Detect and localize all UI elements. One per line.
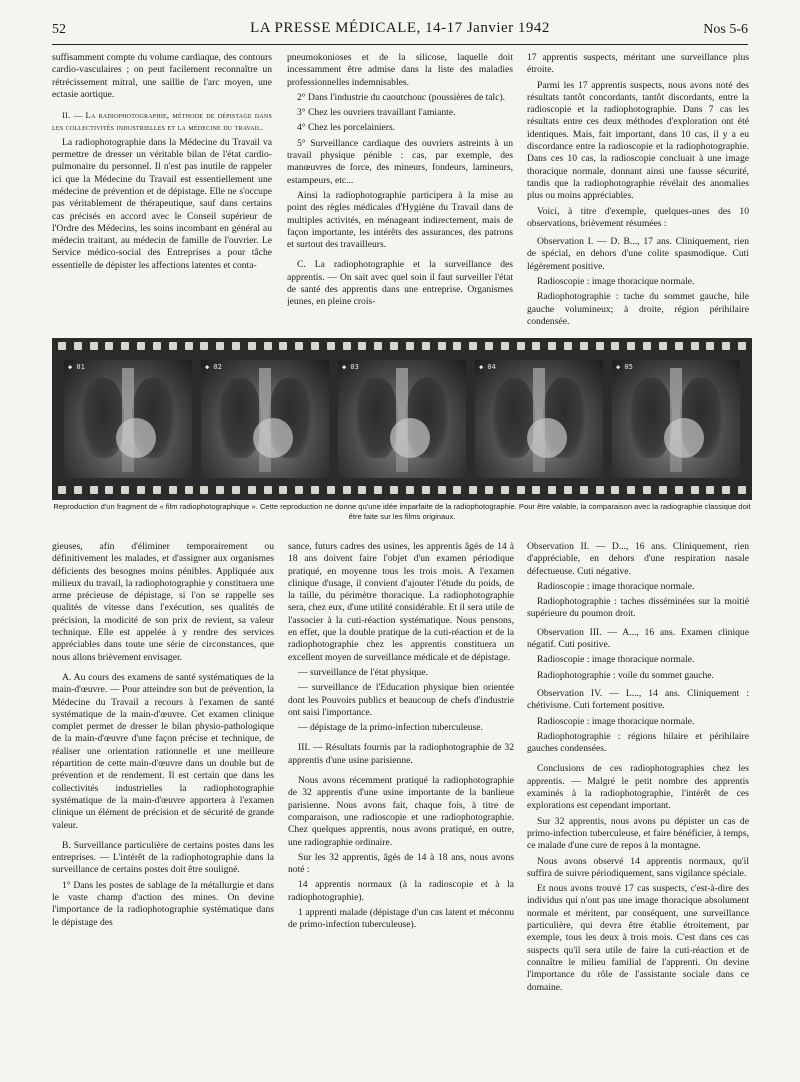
film-perforation	[422, 486, 430, 494]
film-perforation	[311, 486, 319, 494]
film-perforation	[200, 486, 208, 494]
observation: Observation III. — A..., 16 ans. Examen clinique négatif. Cuti positive.	[527, 626, 749, 651]
film-perforation	[374, 342, 382, 350]
list-item: 1 apprenti malade (dépistage d'un cas latent et méconnu de primo-infection tuberculeuse).	[288, 907, 514, 931]
film-perforation	[232, 342, 240, 350]
film-perforation	[343, 342, 351, 350]
film-perforation	[627, 486, 635, 494]
observation: Observation I. — D. B..., 17 ans. Cliniquement, rien de spécial, en dehors d'une colite spasmodique. Cuti légèrement positive.	[527, 236, 749, 272]
film-perforation	[295, 342, 303, 350]
film-perforation	[580, 342, 588, 350]
film-perforation	[738, 342, 746, 350]
film-perforation	[74, 486, 82, 494]
list-item: 3° Chez les ouvriers travaillant l'amiante.	[297, 107, 456, 119]
film-perforation	[358, 486, 366, 494]
film-perforation	[643, 486, 651, 494]
film-perforation	[121, 486, 129, 494]
film-perforation	[564, 342, 572, 350]
issue-number: Nos 5-6	[703, 22, 748, 37]
film-perforation	[548, 486, 556, 494]
film-perforation	[264, 342, 272, 350]
film-frames	[64, 360, 740, 478]
film-perforation	[675, 342, 683, 350]
paragraph: Nous avons récemment pratiqué la radiophotographie de 32 apprentis d'une usine importante de la banlieue parisienne. Nous avons fait, chaque fois, à titre de comparaison, une radioscopie et une radiophotographie. Chez quelques apprentis, nous avons pratiqué, en outre, une radiographie ordinaire.	[288, 775, 514, 848]
paragraph: Ainsi la radiophotographie participera à la mise au point des règles médicales d'Hygiène du Travail dans de multiples activités, en ménageant indirectement, mais de façon importante, les intérêts des assurances, des patrons et surtout des travailleurs.	[287, 189, 513, 251]
observation-line: Radioscopie : image thoracique normale.	[537, 580, 695, 592]
list-item: 2° Dans l'industrie du caoutchouc (poussières de talc).	[297, 91, 506, 103]
film-perforation	[659, 486, 667, 494]
film-perforation	[643, 342, 651, 350]
section-heading: II. — La radiophotographie, méthode de dépistage dans les collectivités industrielles et la médecine du travail.	[52, 110, 272, 133]
frame-tag: ◆ 05	[616, 363, 633, 371]
film-perforation	[153, 342, 161, 350]
film-perforation	[390, 486, 398, 494]
film-perforation	[390, 342, 398, 350]
film-perforations-bottom	[58, 486, 746, 496]
film-perforation	[153, 486, 161, 494]
film-perforation	[738, 486, 746, 494]
frame-tag: ◆ 03	[342, 363, 359, 371]
film-perforation	[406, 342, 414, 350]
film-perforation	[105, 486, 113, 494]
film-perforation	[517, 486, 525, 494]
film-perforation	[90, 486, 98, 494]
film-perforations-top	[58, 342, 746, 352]
film-perforation	[438, 486, 446, 494]
paragraph: 1° Dans les postes de sablage de la métallurgie et dans le vaste champ d'action des mines. On devine l'importance de la radiophotographie systématique dans le dépistage des	[52, 879, 274, 928]
paragraph: 17 apprentis suspects, méritant une surveillance plus étroite.	[527, 52, 749, 76]
film-perforation	[517, 342, 525, 350]
paragraph: suffisamment compte du volume cardiaque, des contours cardio-vasculaires ; on peut facilement reconnaître un rétrécissement mitral, une saillie de l'arc moyen, une ectasie aortique.	[52, 52, 272, 100]
section-heading: B. Surveillance particulière de certains postes dans les entreprises. — L'intérêt de la radiophotographie dans la surveillance de certains postes doit être souligné.	[52, 839, 274, 876]
paragraph: Nous avons observé 14 apprentis normaux, qu'il suffira de suivre périodiquement, sans vigilance spéciale.	[527, 855, 749, 879]
film-perforation	[691, 342, 699, 350]
film-perforation	[327, 342, 335, 350]
film-perforation	[469, 486, 477, 494]
section-heading: III. — Résultats fournis par la radiophotographie de 32 apprentis d'une usine parisienne.	[288, 742, 514, 766]
page-number: 52	[52, 22, 66, 37]
paragraph: Et nous avons trouvé 17 cas suspects, c'est-à-dire des individus qui n'ont pas une image thoracique absolument normale et méritent, par conséquent, une surveillance particulière, qui devra être établie étroitement, par exemple, tous les deux à trois mois. C'est dans ces cas suspects qu'il sera utile de faire la cuti-réaction et de connaître le milieu familial de l'apprenti. On devine l'importance du rôle de l'assistante sociale dans ce domaine.	[527, 883, 749, 993]
film-perforation	[580, 486, 588, 494]
film-perforation	[327, 486, 335, 494]
film-perforation	[501, 342, 509, 350]
film-perforation	[706, 486, 714, 494]
film-perforation	[295, 486, 303, 494]
frame-tag: ◆ 02	[205, 363, 222, 371]
film-perforation	[58, 342, 66, 350]
observation-line: Radioscopie : image thoracique normale.	[537, 654, 695, 666]
film-perforation	[264, 486, 272, 494]
film-perforation	[485, 342, 493, 350]
xray-frame	[475, 360, 603, 478]
column-top-right	[527, 52, 749, 340]
film-perforation	[358, 342, 366, 350]
film-perforation	[105, 342, 113, 350]
film-perforation	[469, 342, 477, 350]
figure-caption: Reproduction d'un fragment de « film radiophotographique ». Cette reproduction ne donne qu'une idée imparfaite de la radiophotographie. Pour être valable, la comparaison avec la radiographie classique doit être faite sur les films originaux.	[53, 502, 751, 521]
paragraph: La radiophotographie dans la Médecine du Travail va permettre de dresser un véritable bilan de l'état cardio-pulmonaire du personnel. Il n'est pas inutile de rappeler ici que la Médecine du Travail est essentiellement une médecine de prévention et de dépistage. Elle ne s'occupe pas véritablement de thérapeutique, sauf dans certains cas précisés en accord avec le Conseil supérieur de l'Ordre des Médecins, les soins incombant en général au médecin traitant, au médecin de famille de l'ouvrier. Le Service médico-social des Entreprises a pour tâche essentielle de dépister les affections latentes et conta-	[52, 136, 272, 271]
page-header	[52, 20, 748, 45]
paragraph: gieuses, afin d'éliminer temporairement ou définitivement les malades, et d'assigner aux organismes déficients des besognes moins pénibles. Appliquée aux milieux du travail, la radiophotographie y constituera une arme précieuse de dépistage, si l'on se rappelle ses qualités de vitesse dans l'exécution, ses qualités de précision, la modicité de son prix de revient, sa valeur technique. Elle est appelée à y rendre des services appréciables dans toute une série de circonstances, que nous allons brièvement envisager.	[52, 541, 274, 663]
film-perforation	[532, 342, 540, 350]
section-heading: Conclusions de ces radiophotographies chez les apprentis. — Malgré le petit nombre des apprentis examinés à la radiophotographie, l'intérêt de ces explorations est cependant important.	[527, 763, 749, 812]
paragraph: Parmi les 17 apprentis suspects, nous avons noté des résultats tantôt concordants, tantôt discordants, entre la radioscopie et la radiophotographie. Dans 7 cas les résultats entre ces deux méthodes d'exploration ont été identiques. Mais, fait important, dans 10 cas, il y a eu discordance entre la radioscopie et la radiophotographie. Dans ces 10 cas, la radioscopie concluait à une image thoracique normale, donnant ainsi une fausse sécurité, tandis que la radiophotographie révélait des anomalies plus ou moins appréciables.	[527, 79, 749, 202]
film-perforation	[185, 342, 193, 350]
observation: Observation IV. — L..., 14 ans. Cliniquement : chétivisme. Cuti fortement positive.	[527, 687, 749, 712]
column-bottom-middle	[288, 541, 514, 1061]
observation-line: Radioscopie : image thoracique normale.	[537, 715, 695, 727]
column-bottom-right	[527, 541, 749, 1061]
frame-tag: ◆ 01	[68, 363, 85, 371]
xray-frame	[338, 360, 466, 478]
film-perforation	[311, 342, 319, 350]
film-perforation	[706, 342, 714, 350]
xray-frame	[201, 360, 329, 478]
film-perforation	[216, 342, 224, 350]
film-perforation	[501, 486, 509, 494]
list-item: 4° Chez les porcelainiers.	[297, 122, 396, 134]
list-item: — surveillance de l'état physique.	[298, 666, 428, 678]
observation-line: Radiophotographie : tache du sommet gauche, hile gauche volumineux; à droite, région périhilaire condensée.	[527, 291, 749, 327]
film-perforation	[596, 486, 604, 494]
film-perforation	[121, 342, 129, 350]
film-perforation	[453, 342, 461, 350]
film-perforation	[216, 486, 224, 494]
film-perforation	[137, 342, 145, 350]
film-perforation	[90, 342, 98, 350]
film-perforation	[611, 342, 619, 350]
film-perforation	[200, 342, 208, 350]
film-perforation	[548, 342, 556, 350]
section-heading: C. La radiophotographie et la surveillance des apprentis. — On sait avec quel soin il faut surveiller l'état de santé des apprentis dans une entreprise. Organismes jeunes, en pleine crois-	[287, 259, 513, 308]
film-perforation	[58, 486, 66, 494]
film-perforation	[485, 486, 493, 494]
observation-line: Radiophotographie : taches disséminées sur la moitié supérieure du poumon droit.	[527, 596, 749, 620]
film-perforation	[279, 342, 287, 350]
observation-line: Radiophotographie : voile du sommet gauche.	[537, 669, 714, 681]
paragraph: Voici, à titre d'exemple, quelques-unes des 10 observations, brièvement résumées :	[527, 205, 749, 229]
observation: Observation II. — D..., 16 ans. Cliniquement, rien d'appréciable, en dehors d'une respiration nasale défectueuse. Cuti négative.	[527, 541, 749, 577]
observation-line: Radiophotographie : régions hilaire et périhilaire gauches condensées.	[527, 730, 749, 755]
film-perforation	[74, 342, 82, 350]
film-perforation	[453, 486, 461, 494]
film-perforation	[627, 342, 635, 350]
film-perforation	[248, 486, 256, 494]
list-item: — dépistage de la primo-infection tuberculeuse.	[298, 722, 483, 734]
xray-frame	[612, 360, 740, 478]
film-perforation	[169, 486, 177, 494]
list-item: — surveillance de l'Education physique bien orientée dont les Pouvoirs publics et beaucoup de chefs d'industrie ont saisi l'importance.	[288, 682, 514, 718]
column-bottom-left	[52, 541, 274, 1061]
column-top-left	[52, 52, 272, 340]
film-perforation	[659, 342, 667, 350]
film-perforation	[691, 486, 699, 494]
frame-tag: ◆ 04	[479, 363, 496, 371]
film-perforation	[185, 486, 193, 494]
paragraph: Sur 32 apprentis, nous avons pu dépister un cas de primo-infection tuberculeuse, et faire bénéficier, à temps, ce malade d'une cure de repos à la montagne.	[527, 815, 749, 852]
film-perforation	[722, 486, 730, 494]
paragraph: Sur les 32 apprentis, âgés de 14 à 18 ans, nous avons noté :	[288, 851, 514, 876]
film-perforation	[722, 342, 730, 350]
film-perforation	[611, 486, 619, 494]
xray-frame	[64, 360, 192, 478]
radiophotography-film-strip	[52, 338, 752, 500]
observation-line: Radioscopie : image thoracique normale.	[537, 276, 695, 288]
section-heading: A. Au cours des examens de santé systématiques de la main-d'œuvre. — Pour atteindre son but de prévention, la Médecine du Travail a recours à l'examen de santé systématique de la main-d'œuvre. Cet examen clinique complet permet de dresser le bilan physio-pathologique de la main-d'œuvre d'une façon précise et technique, de réaliser une orientation rationnelle et une meilleure répartition de cette main-d'œuvre dans un double but de prévention et de rendement. Il est certain que dans les collectivités industrielles la radiophotographie systématique de la main-d'œuvre apportera à l'examen clinique un élément de précision et de sécurité de grande valeur.	[52, 671, 274, 831]
film-perforation	[137, 486, 145, 494]
paragraph: pneumokonioses et de la silicose, laquelle doit incessamment être admise dans la liste des maladies professionnelles indemnisables.	[287, 52, 513, 88]
list-item: 14 apprentis normaux (à la radioscopie et à la radiophotographie).	[288, 879, 514, 903]
film-perforation	[248, 342, 256, 350]
film-perforation	[406, 486, 414, 494]
film-perforation	[596, 342, 604, 350]
column-top-middle	[287, 52, 513, 340]
film-perforation	[438, 342, 446, 350]
film-perforation	[343, 486, 351, 494]
list-item: 5° Surveillance cardiaque des ouvriers astreints à un travail physique pénible : cas, par exemple, des manœuvres de force, des mineurs, fondeurs, lamineurs, estampeurs, etc...	[287, 137, 513, 186]
film-perforation	[374, 486, 382, 494]
film-perforation	[169, 342, 177, 350]
film-perforation	[675, 486, 683, 494]
paragraph: sance, futurs cadres des usines, les apprentis âgés de 14 à 18 ans doivent faire l'objet d'un examen périodique pratiqué, en moyenne tous les trois mois. A l'examen clinique d'usage, il convient d'ajouter l'étude du poids, de la taille, du périmètre thoracique. La radiophotographie sera, chez eux, d'une utilité considérable. Et il sera utile de l'associer à la cuti-réaction systématique. Nous pensons, en effet, que la double pratique de la cuti-réaction et de la radiophotographie chez les apprentis constituera un excellent moyen de surveillance médicale et de dépistage.	[288, 541, 514, 663]
film-perforation	[232, 486, 240, 494]
film-perforation	[564, 486, 572, 494]
film-perforation	[532, 486, 540, 494]
journal-title: LA PRESSE MÉDICALE, 14-17 Janvier 1942	[250, 20, 550, 36]
film-perforation	[422, 342, 430, 350]
film-perforation	[279, 486, 287, 494]
